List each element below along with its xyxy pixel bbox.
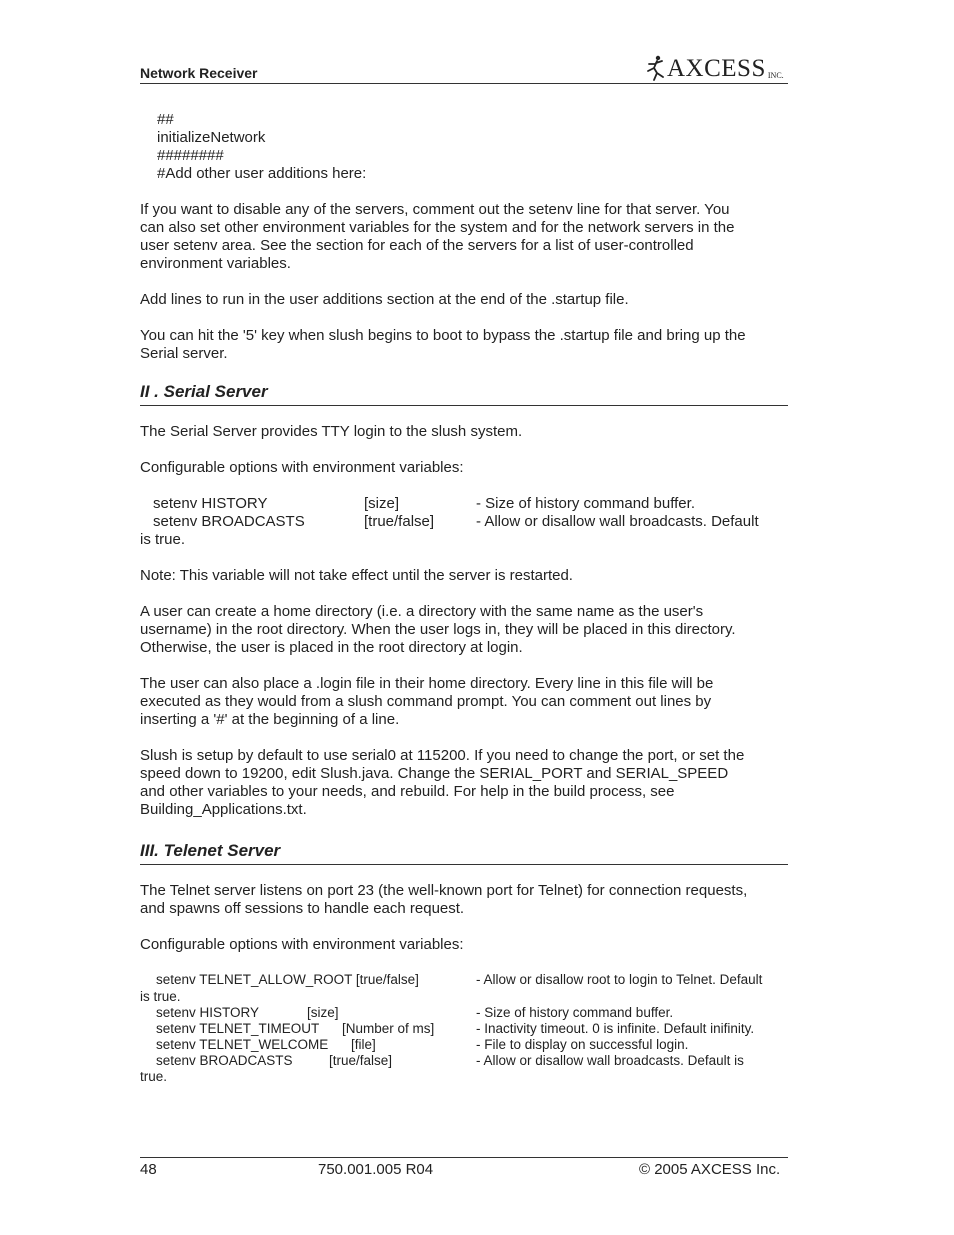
copyright: © 2005 AXCESS Inc. xyxy=(639,1161,781,1178)
env-var-name: setenv HISTORY xyxy=(153,495,268,512)
paragraph-line: Building_Applications.txt. xyxy=(140,801,307,818)
document-id: 750.001.005 R04 xyxy=(318,1161,434,1178)
section-rule xyxy=(140,864,788,865)
header-rule xyxy=(140,83,788,84)
env-var-name: setenv BROADCASTS xyxy=(156,1053,293,1068)
env-var-arg: [size] xyxy=(364,495,400,512)
paragraph-line: Otherwise, the user is placed in the root directory at login. xyxy=(140,639,523,656)
env-var-desc: - Size of history command buffer. xyxy=(476,495,695,512)
footer-rule xyxy=(140,1157,788,1158)
env-var-desc-wrap: true. xyxy=(140,1069,168,1084)
paragraph-line: If you want to disable any of the servers, comment out the setenv line for that server. You xyxy=(140,201,730,218)
logo-suffix: INC. xyxy=(767,71,784,80)
env-var-arg: [true/false] xyxy=(329,1053,393,1068)
axcess-logo xyxy=(645,55,784,81)
paragraph-line: speed down to 19200, edit Slush.java. Change the SERIAL_PORT and SERIAL_SPEED xyxy=(140,765,729,782)
paragraph-line: username) in the root directory. When the user logs in, they will be placed in this directory. xyxy=(140,621,736,638)
running-figure-icon xyxy=(645,55,667,81)
paragraph-line: can also set other environment variables for the system and for the network servers in the xyxy=(140,219,735,236)
env-var-desc: - Allow or disallow wall broadcasts. Default is xyxy=(476,1053,744,1068)
paragraph-line: and spawns off sessions to handle each request. xyxy=(140,900,465,917)
env-var-desc-wrap: is true. xyxy=(140,531,186,548)
code-line: initializeNetwork xyxy=(157,129,266,146)
paragraph-line: user setenv area. See the section for each of the servers for a list of user-controlled xyxy=(140,237,694,254)
paragraph-line: Add lines to run in the user additions section at the end of the .startup file. xyxy=(140,291,629,308)
paragraph-line: and other variables to your needs, and rebuild. For help in the build process, see xyxy=(140,783,675,800)
env-var-desc-wrap: is true. xyxy=(140,989,181,1004)
env-var-name: setenv TELNET_ALLOW_ROOT [true/false] xyxy=(156,972,419,987)
env-var-desc: - Allow or disallow wall broadcasts. Default xyxy=(476,513,759,530)
code-line: #Add other user additions here: xyxy=(157,165,367,182)
paragraph-line: The user can also place a .login file in their home directory. Every line in this file will be xyxy=(140,675,714,692)
env-var-desc: - Allow or disallow root to login to Telnet. Default xyxy=(476,972,763,987)
paragraph-line: executed as they would from a slush command prompt. You can comment out lines by xyxy=(140,693,712,710)
section-title-serial-server: II . Serial Server xyxy=(140,382,268,401)
logo-text: AXCESS xyxy=(667,55,766,82)
page-number: 48 xyxy=(140,1161,157,1178)
env-var-arg: [true/false] xyxy=(364,513,435,530)
paragraph-line: Configurable options with environment variables: xyxy=(140,459,464,476)
env-var-name: setenv TELNET_WELCOME xyxy=(156,1037,329,1052)
paragraph-line: Serial server. xyxy=(140,345,228,362)
env-var-name: setenv TELNET_TIMEOUT xyxy=(156,1021,320,1036)
paragraph-line: A user can create a home directory (i.e. a directory with the same name as the user's xyxy=(140,603,704,620)
env-var-desc: - File to display on successful login. xyxy=(476,1037,689,1052)
section-title-telnet-server: III. Telenet Server xyxy=(140,841,281,860)
env-var-desc: - Inactivity timeout. 0 is infinite. Default inifinity. xyxy=(476,1021,755,1036)
env-var-desc: - Size of history command buffer. xyxy=(476,1005,674,1020)
env-var-arg: [size] xyxy=(307,1005,339,1020)
env-var-name: setenv HISTORY xyxy=(156,1005,260,1020)
code-line: ######## xyxy=(157,147,224,164)
paragraph-line: The Telnet server listens on port 23 (the well-known port for Telnet) for connection requests, xyxy=(140,882,748,899)
paragraph-line: inserting a '#' at the beginning of a line. xyxy=(140,711,400,728)
env-var-arg: [file] xyxy=(351,1037,376,1052)
paragraph-line: Configurable options with environment variables: xyxy=(140,936,464,953)
paragraph-line: Note: This variable will not take effect until the server is restarted. xyxy=(140,567,573,584)
env-var-arg: [Number of ms] xyxy=(342,1021,435,1036)
paragraph-line: environment variables. xyxy=(140,255,291,272)
header-title: Network Receiver xyxy=(140,65,258,81)
paragraph-line: You can hit the '5' key when slush begins to boot to bypass the .startup file and bring up the xyxy=(140,327,746,344)
env-var-name: setenv BROADCASTS xyxy=(153,513,305,530)
paragraph-line: Slush is setup by default to use serial0 at 115200. If you need to change the port, or set the xyxy=(140,747,745,764)
code-line: ## xyxy=(157,111,174,128)
paragraph-line: The Serial Server provides TTY login to the slush system. xyxy=(140,423,523,440)
section-rule xyxy=(140,405,788,406)
